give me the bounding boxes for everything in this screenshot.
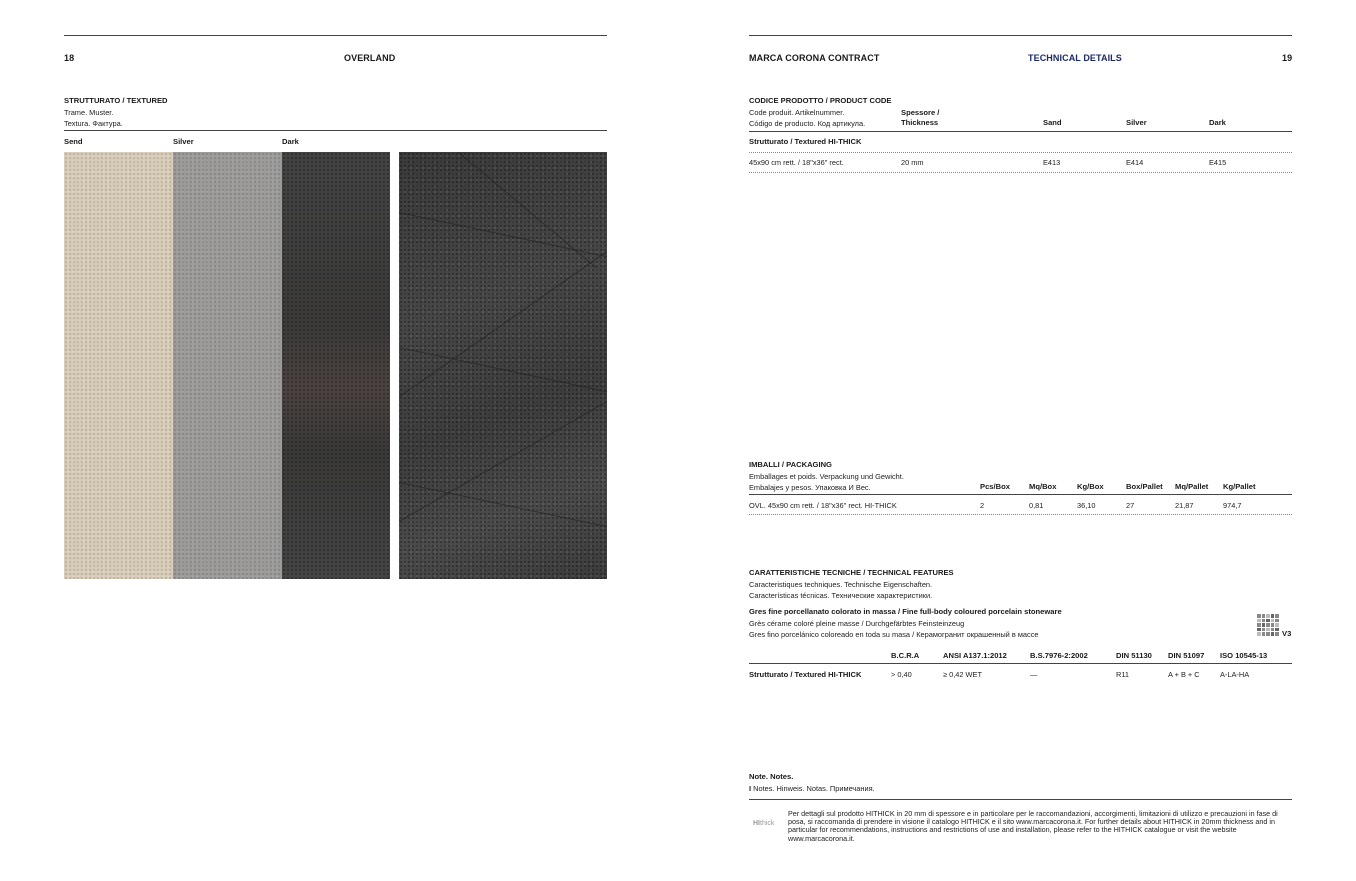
right-header-rule [749,35,1292,36]
features-header: B.C.R.A [891,651,920,660]
hithick-logo-hi: HI [753,820,760,827]
packaging-header: Kg/Box [1077,482,1104,491]
collection-title: OVERLAND [344,53,396,63]
packaging-row-label: OVL. 45x90 cm rett. / 18"x36" rect. HI-THICK [749,501,897,510]
packaging-cell: 21,87 [1175,501,1194,510]
textures-subtitle-2: Textura. Фактура. [64,119,123,128]
textures-subtitle-1: Trame. Muster. [64,108,114,117]
product-code-dotted-rule [749,152,1292,153]
product-code-sand: E413 [1043,158,1061,167]
packaging-header: Box/Pallet [1126,482,1163,491]
hithick-logo [753,820,774,827]
thickness-header-2: Thickness [901,118,939,127]
features-cell: R11 [1116,670,1130,679]
swatch-silver [173,152,282,579]
packaging-cell: 2 [980,501,985,510]
thickness-header-1: Spessore / [901,108,940,117]
notes-subtitle [749,783,875,794]
tile-joint [399,212,607,263]
sand-header: Sand [1043,118,1062,127]
features-header: B.S.7976-2:2002 [1030,651,1088,660]
dark-header: Dark [1209,118,1226,127]
notes-subtitle-text: Notes. Hinweis. Notas. Примечания. [753,784,875,793]
section-title: TECHNICAL DETAILS [1028,53,1122,63]
brand-name: MARCA CORONA CONTRACT [749,53,880,63]
notes-title: Note. Notes. [749,772,794,781]
material-title: Gres fine porcellanato colorato in massa / Fine full-body coloured porcelain stoneware [749,607,1062,616]
packaging-cell: 974,7 [1223,501,1242,510]
tile-joint [399,401,607,552]
product-code-silver: E414 [1126,158,1144,167]
packaging-title: IMBALLI / PACKAGING [749,460,832,469]
packaging-subtitle-2: Embalajes y pesos. Упаковка И Вес. [749,483,871,492]
material-subtitle-1: Grès cérame coloré pleine masse / Durchgefärbtes Feinsteinzeug [749,619,965,628]
left-page-number: 18 [64,53,75,63]
notes-rule [749,799,1292,800]
swatch-dark [282,152,390,579]
tile-joint [399,347,607,398]
packaging-subtitle-1: Emballages et poids. Verpackung und Gewicht. [749,472,904,481]
product-code-subtitle-2: Código de producto. Код артикула. [749,119,866,128]
features-cell: > 0,40 [891,670,912,679]
hithick-logo-thick: thick [760,820,775,827]
swatch-label-silver: Silver [173,137,194,146]
features-cell: — [1030,670,1038,679]
packaging-dotted-rule [749,514,1292,515]
packaging-header: Mq/Box [1029,482,1057,491]
features-cell: ≥ 0,42 WET [943,670,982,679]
product-code-subtitle-1: Code produit. Artikelnummer. [749,108,845,117]
right-page-number: 19 [1282,53,1293,63]
product-code-size: 45x90 cm rett. / 18"x36" rect. [749,158,844,167]
notes-body: Per dettagli sul prodotto HITHICK in 20 mm di spessore e in particolare per le raccomandazioni, accorgimenti, limitazioni di utilizzo e precauzioni in fase di posa, si raccomanda di prendere in visione il catalogo HITHICK e il sito www.marcacorona.it. For further details about HITHICK in 20mm thickness and in particular for recommendations, instructions and restrictions of use and installation, please refer to the HITHICK catalogue or visit the website www.marcacorona.it. [788,809,1278,843]
swatch-label-dark: Dark [282,137,299,146]
features-subtitle-1: Caracteristiques techniques. Technische Eigenschaften. [749,580,933,589]
tile-joint [458,152,597,268]
product-code-rule [749,131,1292,132]
features-header: DIN 51130 [1116,651,1152,660]
tile-joint [399,482,607,533]
product-code-title: CODICE PRODOTTO / PRODUCT CODE [749,96,892,105]
floor-installation-image [399,152,607,579]
features-row-label: Strutturato / Textured HI-THICK [749,670,862,679]
shade-variation-icon [1257,614,1279,636]
features-cell: A-LA-HA [1220,670,1250,679]
product-code-thickness: 20 mm [901,158,924,167]
silver-header: Silver [1126,118,1147,127]
packaging-header: Mq/Pallet [1175,482,1209,491]
features-header: DIN 51097 [1168,651,1205,660]
product-code-group: Strutturato / Textured HI-THICK [749,137,862,146]
features-cell: A + B + C [1168,670,1200,679]
product-code-dark: E415 [1209,158,1227,167]
packaging-cell: 36,10 [1077,501,1096,510]
features-subtitle-2: Características técnicas. Технические характеристики. [749,591,933,600]
packaging-rule [749,494,1292,495]
textures-title: STRUTTURATO / TEXTURED [64,96,168,105]
notes-marker: I [749,784,752,793]
textures-rule [64,130,607,131]
packaging-header: Pcs/Box [980,482,1010,491]
packaging-cell: 0,81 [1029,501,1044,510]
swatch-send [64,152,173,579]
packaging-header: Kg/Pallet [1223,482,1256,491]
left-header-rule [64,35,607,36]
features-rule [749,663,1292,664]
product-code-dotted-rule [749,172,1292,173]
material-subtitle-2: Gres fino porcelánico coloreado en toda su masa / Керамогранит окрашенный в массе [749,630,1039,639]
features-header: ISO 10545-13 [1220,651,1268,660]
features-header: ANSI A137.1:2012 [943,651,1007,660]
swatch-label-send: Send [64,137,83,146]
packaging-cell: 27 [1126,501,1135,510]
features-title: CARATTERISTICHE TECNICHE / TECHNICAL FEATURES [749,568,954,577]
shade-variation-label: V3 [1282,629,1292,638]
tile-joint [399,251,607,424]
